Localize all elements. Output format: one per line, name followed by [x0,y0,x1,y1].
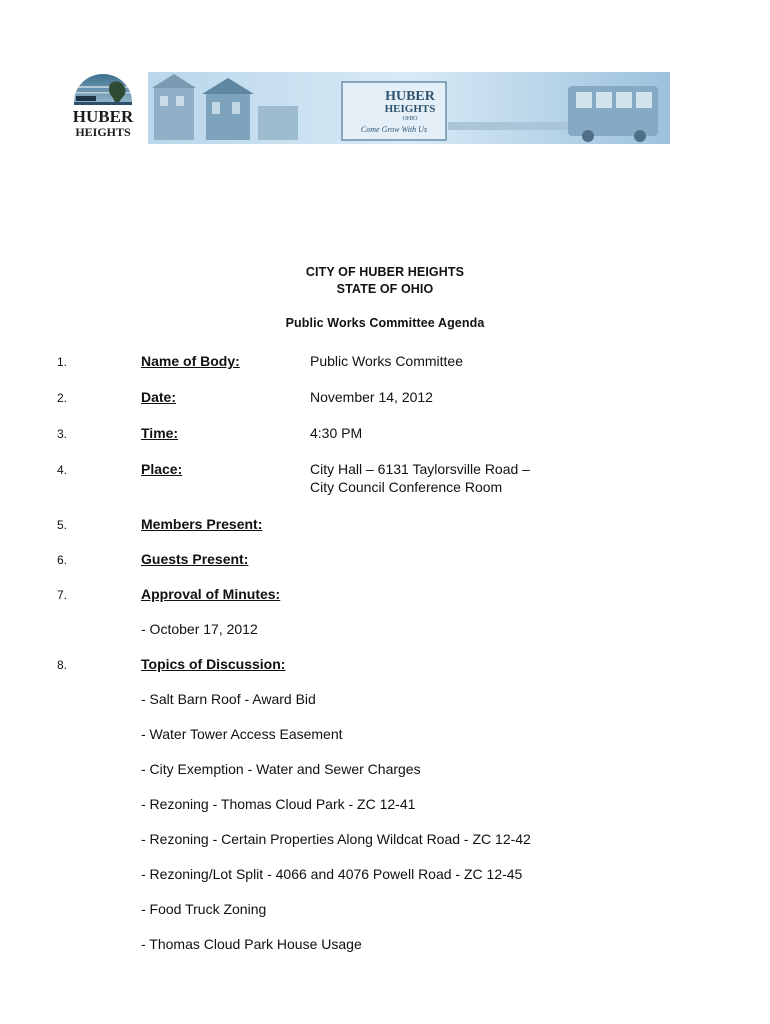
item-value-place-line2: City Council Conference Room [310,479,503,495]
item-value-time: 4:30 PM [310,425,363,441]
item-value-date: November 14, 2012 [310,389,433,405]
item-number: 3. [57,427,68,441]
state-heading: STATE OF OHIO [336,282,434,296]
logo-text-heights: HEIGHTS [75,125,131,139]
item-value-name-of-body: Public Works Committee [310,353,464,369]
item-label-date: Date: [141,389,177,405]
topic-item: - Rezoning - Thomas Cloud Park - ZC 12-41 [141,796,416,812]
topic-item: - Salt Barn Roof - Award Bid [141,691,316,707]
topic-item: - Rezoning - Certain Properties Along Wildcat Road - ZC 12-42 [141,831,531,847]
item-number: 8. [57,658,68,672]
banner-sign-text-2: HEIGHTS [384,103,436,115]
item-number: 2. [57,391,68,405]
item-label-place: Place: [141,461,183,477]
minutes-entry: - October 17, 2012 [141,621,258,637]
item-number: 6. [57,553,68,567]
item-label-name-of-body: Name of Body: [141,353,240,369]
city-heading: CITY OF HUBER HEIGHTS [305,265,465,279]
banner-tagline: Come Grow With Us [360,125,428,134]
banner-sign-text-3: OHIO [402,116,418,122]
item-label-guests-present: Guests Present: [141,551,249,567]
item-label-approval-of-minutes: Approval of Minutes: [141,586,281,602]
item-number: 4. [57,463,68,477]
city-banner-image [148,72,670,144]
topic-item: - Food Truck Zoning [141,901,267,917]
topic-item: - Thomas Cloud Park House Usage [141,936,362,952]
item-number: 7. [57,588,68,602]
topic-item: - Rezoning/Lot Split - 4066 and 4076 Powell Road - ZC 12-45 [141,866,523,882]
agenda-title: Public Works Committee Agenda [285,316,485,330]
item-label-time: Time: [141,425,179,441]
city-logo [70,72,136,144]
item-value-place-line1: City Hall – 6131 Taylorsville Road – [310,461,530,477]
topic-item: - City Exemption - Water and Sewer Charges [141,761,421,777]
logo-text-huber: HUBER [72,107,134,126]
item-label-members-present: Members Present: [141,516,263,532]
item-label-topics-of-discussion: Topics of Discussion: [141,656,286,672]
item-number: 1. [57,355,68,369]
item-number: 5. [57,518,68,532]
topic-item: - Water Tower Access Easement [141,726,343,742]
banner-sign-text-1: HUBER [385,89,435,104]
